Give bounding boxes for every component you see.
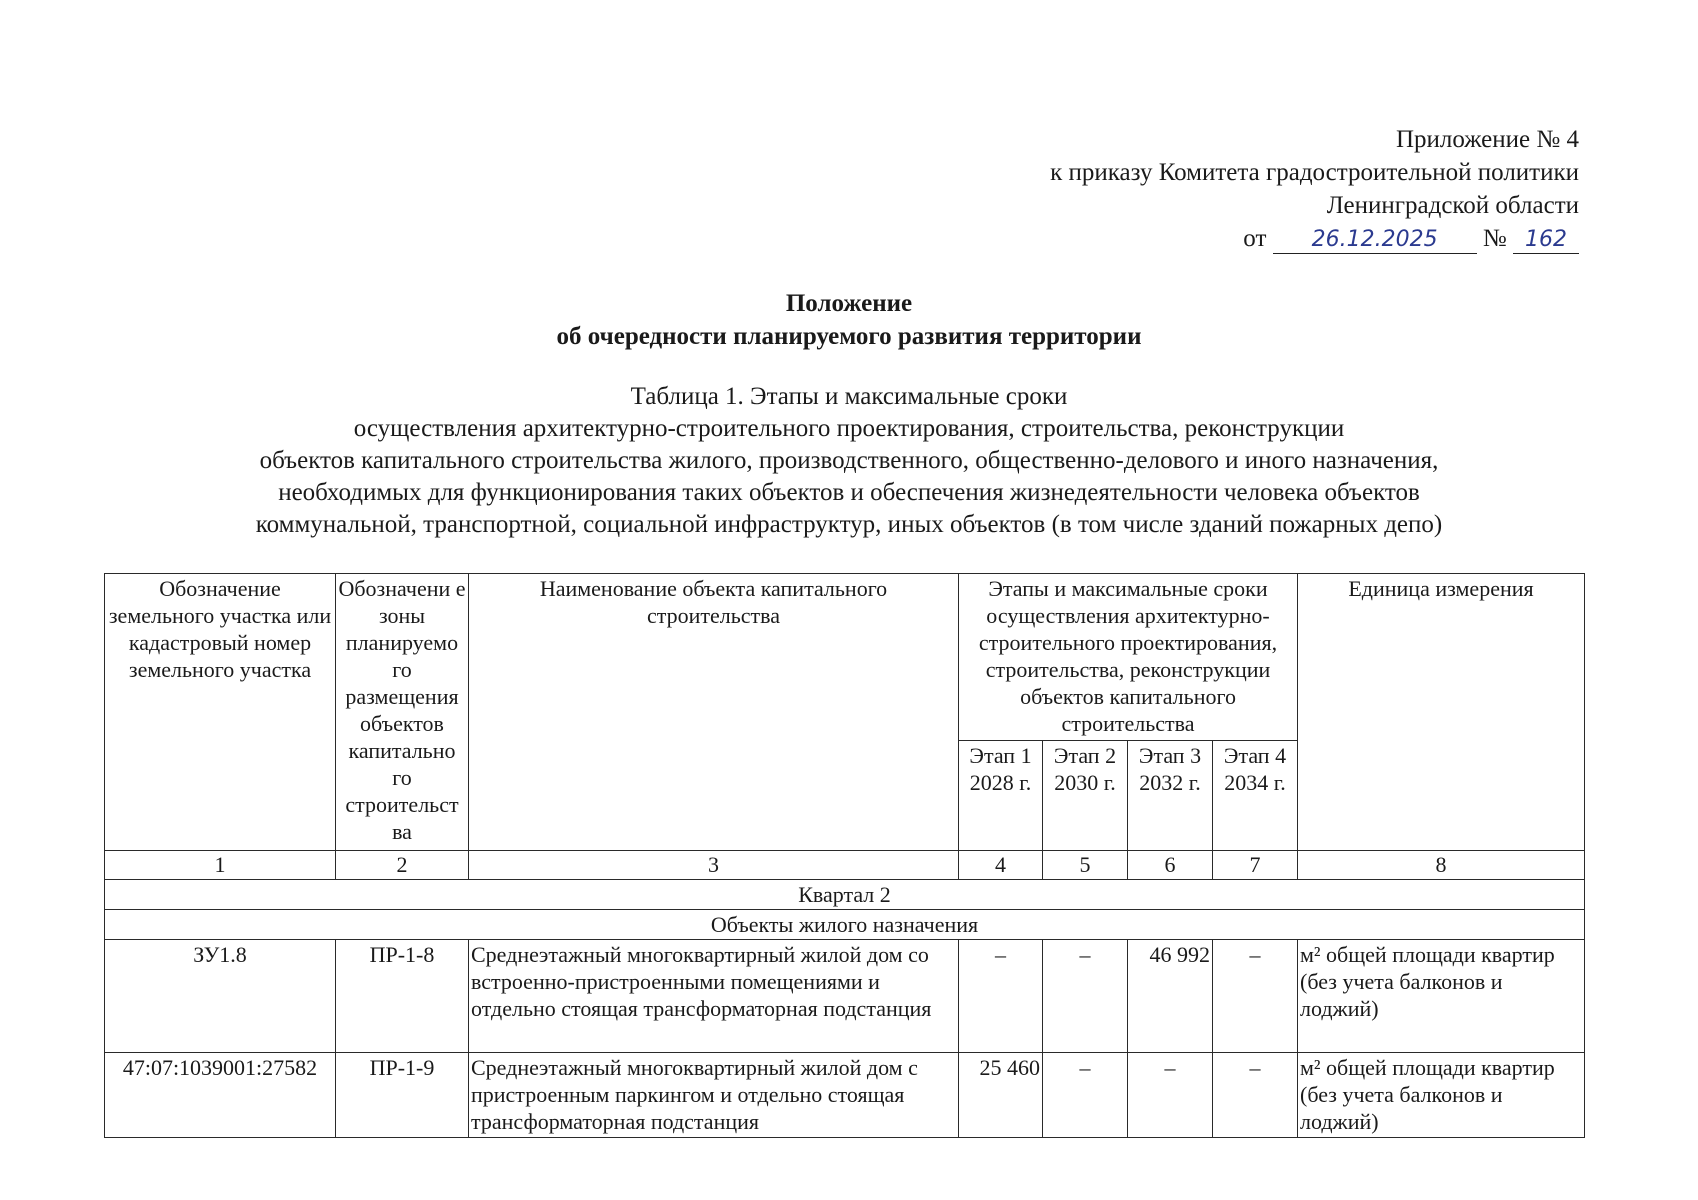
header-stage-3: Этап 3 2032 г.: [1128, 741, 1213, 851]
appendix-title: Приложение № 4: [1395, 126, 1579, 153]
cell-object-name: Среднеэтажный многоквартирный жилой дом с пристроенным паркингом и отдельно стоящая трансформаторная подстанция: [469, 1053, 959, 1138]
cell-stage-3: 46 992: [1128, 940, 1213, 1053]
column-number-row: [105, 851, 1585, 880]
table-row: [105, 1053, 1585, 1138]
header-stage-4: Этап 4 2034 г.: [1213, 741, 1298, 851]
heading-title: Положение: [785, 290, 913, 317]
cell-stage-1: 25 460: [959, 1053, 1043, 1138]
handwritten-date: 26.12.2025: [1273, 227, 1477, 254]
caption-line-1: Таблица 1. Этапы и максимальные сроки: [630, 383, 1068, 410]
column-number: 3: [469, 851, 959, 880]
section-category-label: Объекты жилого назначения: [105, 910, 1585, 940]
column-number: 1: [105, 851, 336, 880]
appendix-block: [1050, 123, 1579, 255]
header-stage-1: Этап 1 2028 г.: [959, 741, 1043, 851]
table-caption: [0, 381, 1698, 541]
header-stage-2: Этап 2 2030 г.: [1043, 741, 1128, 851]
table-row: [105, 940, 1585, 1053]
section-row-category: [105, 910, 1585, 940]
header-unit: Единица измерения: [1298, 574, 1585, 851]
caption-line-4: необходимых для функционирования таких объектов и обеспечения жизнедеятельности человека объектов: [278, 479, 1420, 506]
cell-unit: м² общей площади квартир (без учета балконов и лоджий): [1298, 1053, 1585, 1138]
cell-plot: 47:07:1039001:27582: [105, 1053, 336, 1138]
appendix-region-line: Ленинградской области: [1326, 192, 1579, 219]
cell-stage-4: –: [1213, 1053, 1298, 1138]
header-zone: Обозначени е зоны планируемо го размещения объектов капитально го строительст ва: [336, 574, 469, 851]
cell-stage-2: –: [1043, 1053, 1128, 1138]
header-row-1: [105, 574, 1585, 741]
cell-zone: ПР-1-8: [336, 940, 469, 1053]
cell-stage-1: –: [959, 940, 1043, 1053]
column-number: 6: [1128, 851, 1213, 880]
appendix-order-line: к приказу Комитета градостроительной политики: [1050, 159, 1579, 186]
date-prefix: от: [1243, 225, 1267, 252]
cell-stage-4: –: [1213, 940, 1298, 1053]
section-block-label: Квартал 2: [105, 880, 1585, 910]
header-plot: Обозначение земельного участка или кадастровый номер земельного участка: [105, 574, 336, 851]
caption-line-2: осуществления архитектурно-строительного проектирования, строительства, реконструкции: [353, 415, 1345, 442]
cell-plot: ЗУ1.8: [105, 940, 336, 1053]
column-number: 4: [959, 851, 1043, 880]
cell-object-name: Среднеэтажный многоквартирный жилой дом со встроенно-пристроенными помещениями и отдельно стоящая трансформаторная подстанция: [469, 940, 959, 1053]
caption-line-5: коммунальной, транспортной, социальной инфраструктур, иных объектов (в том числе зданий пожарных депо): [255, 511, 1443, 538]
cell-zone: ПР-1-9: [336, 1053, 469, 1138]
document-heading: [0, 287, 1698, 353]
header-stages-group: Этапы и максимальные сроки осуществления архитектурно-строительного проектирования, строительства, реконструкции объектов капитального строительства: [959, 574, 1298, 741]
heading-subtitle: об очередности планируемого развития территории: [556, 323, 1142, 350]
cell-stage-3: –: [1128, 1053, 1213, 1138]
column-number: 2: [336, 851, 469, 880]
section-row-block: [105, 880, 1585, 910]
appendix-date-number-line: [1050, 222, 1579, 255]
cell-unit: м² общей площади квартир (без учета балконов и лоджий): [1298, 940, 1585, 1053]
column-number: 8: [1298, 851, 1585, 880]
handwritten-number: 162: [1513, 227, 1579, 254]
stages-table: [104, 573, 1585, 1138]
number-prefix: №: [1482, 225, 1507, 252]
column-number: 7: [1213, 851, 1298, 880]
cell-stage-2: –: [1043, 940, 1128, 1053]
header-object-name: Наименование объекта капитального строительства: [469, 574, 959, 851]
column-number: 5: [1043, 851, 1128, 880]
caption-line-3: объектов капитального строительства жилого, производственного, общественно-делового и иного назначения,: [259, 447, 1439, 474]
